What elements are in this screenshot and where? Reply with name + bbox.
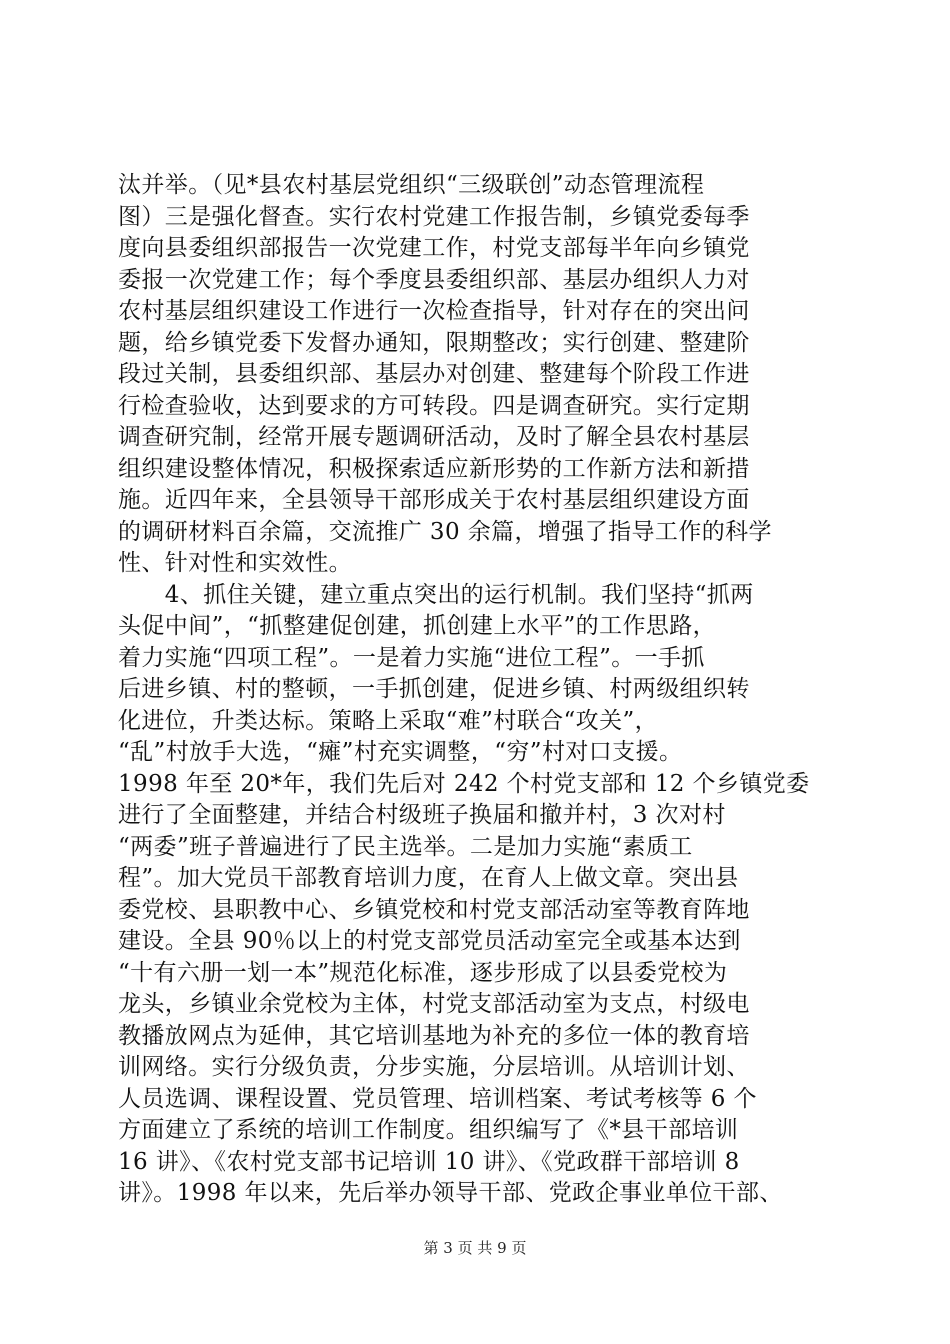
page-footer: 第 3 页 共 9 页 [423, 1239, 527, 1257]
text-line: 题，给乡镇党委下发督办通知，限期整改；实行创建、整建阶 [118, 329, 750, 356]
text-line: 着力实施“四项工程”。一是着力实施“进位工程”。一手抓 [118, 644, 705, 671]
text-line: 段过关制，县委组织部、基层办对创建、整建每个阶段工作进 [118, 361, 750, 387]
text-line: “两委”班子普遍进行了民主选举。二是加力实施“素质工 [118, 833, 693, 860]
text-line: 4、抓住关键，建立重点突出的运行机制。我们坚持“抓两 [118, 581, 754, 608]
text-line: 方面建立了系统的培训工作制度。组织编写了《*县干部培训 [118, 1117, 739, 1143]
text-line: 农村基层组织建设工作进行一次检查指导，针对存在的突出问 [118, 298, 750, 324]
text-line: “十有六册一划一本”规范化标准，逐步形成了以县委党校为 [118, 959, 728, 986]
text-line: 建设。全县 90％以上的村党支部党员活动室完全或基本达到 [118, 928, 741, 954]
text-line: 委党校、县职教中心、乡镇党校和村党支部活动室等教育阵地 [118, 896, 750, 923]
text-line: 人员选调、课程设置、党员管理、培训档案、考试考核等 6 个 [118, 1085, 757, 1112]
text-line: 16 讲》、《农村党支部书记培训 10 讲》、《党政群干部培训 8 [118, 1148, 740, 1175]
text-line: 组织建设整体情况，积极探索适应新形势的工作新方法和新措 [118, 455, 750, 482]
text-line: 汰并举。（见*县农村基层党组织“三级联创”动态管理流程 [118, 172, 705, 198]
text-line: 度向县委组织部报告一次党建工作，村党支部每半年向乡镇党 [118, 235, 750, 261]
text-line: 性、针对性和实效性。 [118, 550, 352, 576]
text-line: 头促中间”，“抓整建促创建，抓创建上水平”的工作思路， [118, 613, 717, 639]
text-line: 程”。加大党员干部教育培训力度，在育人上做文章。突出县 [118, 865, 739, 891]
text-line: 龙头，乡镇业余党校为主体，村党支部活动室为支点，村级电 [118, 991, 750, 1017]
text-line: 施。近四年来，全县领导干部形成关于农村基层组织建设方面 [118, 487, 750, 513]
text-line: 后进乡镇、村的整顿，一手抓创建，促进乡镇、村两级组织转 [118, 676, 750, 702]
text-line: 进行了全面整建，并结合村级班子换届和撤并村，3 次对村 [118, 802, 726, 828]
text-line: 调查研究制，经常开展专题调研活动，及时了解全县农村基层 [118, 424, 750, 450]
text-line: 行检查验收，达到要求的方可转段。四是调查研究。实行定期 [118, 392, 750, 419]
text-line: 委报一次党建工作；每个季度县委组织部、基层办组织人力对 [118, 266, 750, 293]
text-line: 训网络。实行分级负责，分步实施，分层培训。从培训计划、 [118, 1054, 750, 1080]
text-line: 1998 年至 20*年，我们先后对 242 个村党支部和 12 个乡镇党委 [118, 770, 810, 797]
body-text [118, 170, 842, 1210]
text-line: 教播放网点为延伸，其它培训基地为补充的多位一体的教育培 [118, 1022, 750, 1049]
text-line: “乱”村放手大选，“瘫”村充实调整，“穷”村对口支援。 [118, 739, 683, 765]
text-line: 化进位，升类达标。策略上采取“难”村联合“攻关”， [118, 707, 659, 734]
text-line: 图）三是强化督查。实行农村党建工作报告制，乡镇党委每季 [118, 203, 750, 230]
text-line: 讲》。1998 年以来，先后举办领导干部、党政企事业单位干部、 [118, 1180, 783, 1206]
text-line: 的调研材料百余篇，交流推广 30 余篇，增强了指导工作的科学 [118, 518, 772, 545]
